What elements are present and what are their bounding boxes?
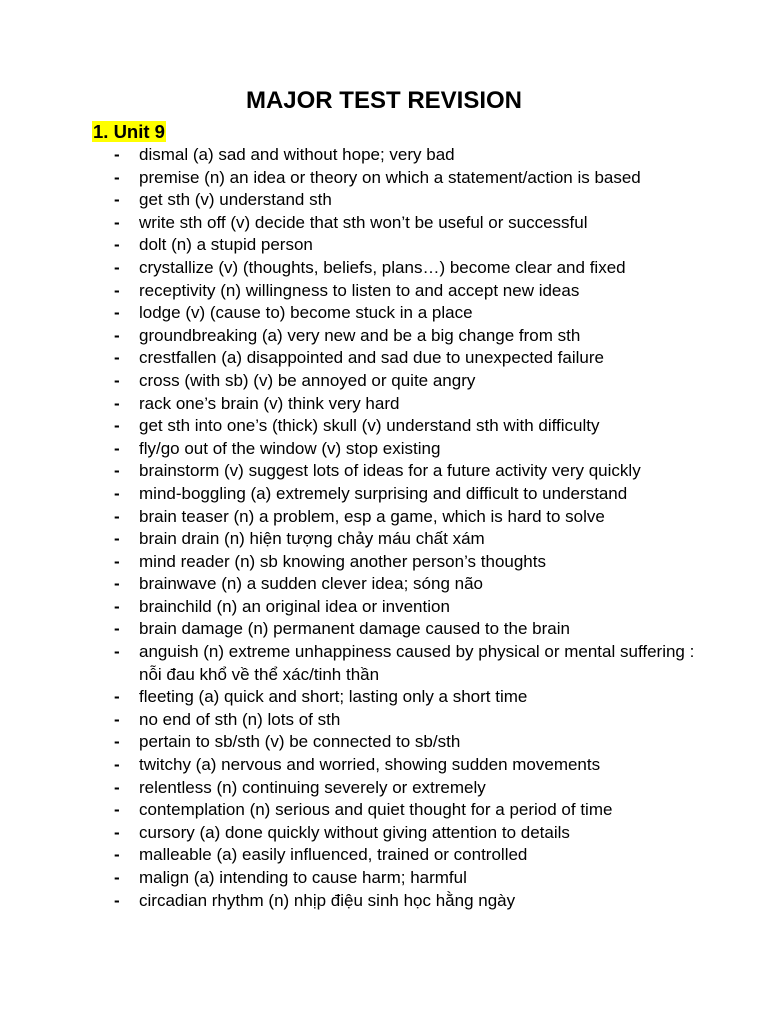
bullet-dash: - [114,348,120,368]
vocab-item-text: fleeting (a) quick and short; lasting only a short time [139,687,528,707]
bullet-dash: - [114,235,120,255]
vocab-item [0,234,768,257]
vocab-item-text: dismal (a) sad and without hope; very bad [139,145,455,164]
bullet-dash: - [114,370,120,390]
vocab-item [0,167,768,190]
bullet-dash: - [114,642,120,662]
vocab-item-text: circadian rhythm (n) nhịp điệu sinh học hằng ngày [139,890,516,910]
bullet-dash: - [114,257,120,277]
bullet-dash: - [114,890,120,910]
vocab-item [0,438,768,461]
vocab-item [0,483,768,506]
vocab-item [0,573,768,596]
bullet-dash: - [114,687,120,707]
vocab-item-text: brainwave (n) a sudden clever idea; sóng não [139,574,483,594]
vocab-item-text: mind-boggling (a) extremely surprising and difficult to understand [139,483,628,503]
vocab-item-text: crystallize (v) (thoughts, beliefs, plans…) become clear and fixed [139,257,626,277]
bullet-dash: - [114,596,120,616]
bullet-dash: - [114,483,120,503]
vocab-item-text: rack one’s brain (v) think very hard [139,393,400,413]
vocab-item-text: pertain to sb/sth (v) be connected to sb/sth [139,732,461,752]
bullet-dash: - [114,732,120,752]
bullet-dash: - [114,212,120,232]
vocab-item [0,777,768,800]
bullet-dash: - [114,709,120,729]
bullet-dash: - [114,619,120,639]
bullet-dash: - [114,800,120,820]
vocab-item [0,890,768,913]
vocab-item-text: no end of sth (n) lots of sth [139,709,341,729]
vocab-item [0,528,768,551]
bullet-dash: - [114,551,120,571]
vocab-item-text: write sth off (v) decide that sth won’t be useful or successful [139,212,588,232]
vocab-item [0,822,768,845]
vocab-item [0,754,768,777]
vocab-item [0,506,768,529]
bullet-dash: - [114,416,120,436]
vocab-item-text: crestfallen (a) disappointed and sad due to unexpected failure [139,348,604,368]
bullet-dash: - [114,325,120,345]
vocab-item [0,551,768,574]
vocabulary-list [0,144,768,912]
bullet-dash: - [114,167,120,187]
vocab-item-text: premise (n) an idea or theory on which a statement/action is based [139,167,641,187]
bullet-dash: - [114,506,120,526]
vocab-item-text: contemplation (n) serious and quiet thought for a period of time [139,800,613,820]
bullet-dash: - [114,145,120,164]
vocab-item [0,280,768,303]
bullet-dash: - [114,461,120,481]
vocab-item [0,257,768,280]
vocab-item [0,867,768,890]
vocab-item-text: malleable (a) easily influenced, trained or controlled [139,845,528,865]
vocab-item [0,415,768,438]
vocab-item [0,302,768,325]
vocab-item [0,641,768,686]
vocab-item [0,844,768,867]
section-heading-unit-9 [92,120,166,144]
document-title: MAJOR TEST REVISION [245,87,523,114]
vocab-item [0,325,768,348]
vocab-item [0,731,768,754]
vocab-item-text: cursory (a) done quickly without giving attention to details [139,822,570,842]
vocab-item-text: get sth (v) understand sth [139,190,332,210]
vocab-item-text: brain damage (n) permanent damage caused to the brain [139,619,570,639]
vocab-item-text: fly/go out of the window (v) stop existing [139,438,441,458]
vocab-item-text: receptivity (n) willingness to listen to and accept new ideas [139,280,580,300]
vocab-item-text: relentless (n) continuing severely or extremely [139,777,486,797]
vocab-item-text: get sth into one’s (thick) skull (v) understand sth with difficulty [139,416,600,436]
vocab-item-text: brainchild (n) an original idea or invention [139,596,450,616]
section-heading-highlight: 1. Unit 9 [93,121,165,142]
vocab-item-text: lodge (v) (cause to) become stuck in a place [139,303,473,323]
vocab-item-text: brainstorm (v) suggest lots of ideas for a future activity very quickly [139,461,641,481]
bullet-dash: - [114,529,120,549]
vocab-item-text: brain teaser (n) a problem, esp a game, which is hard to solve [139,506,605,526]
vocab-item [0,686,768,709]
vocab-item [0,596,768,619]
bullet-dash: - [114,303,120,323]
bullet-dash: - [114,574,120,594]
bullet-dash: - [114,777,120,797]
vocab-item-text: cross (with sb) (v) be annoyed or quite angry [139,370,476,390]
vocab-item-text: malign (a) intending to cause harm; harmful [139,868,467,887]
vocab-item-text: anguish (n) extreme unhappiness caused by physical or mental suffering : nỗi đau khổ về thể xác/tinh thần [139,642,695,684]
vocab-item [0,618,768,641]
vocab-item [0,370,768,393]
vocab-item [0,347,768,370]
vocab-item [0,709,768,732]
vocab-item [0,460,768,483]
vocab-item-text: brain drain (n) hiện tượng chảy máu chất xám [139,529,485,549]
vocab-item [0,393,768,416]
vocab-item [0,212,768,235]
bullet-dash: - [114,280,120,300]
bullet-dash: - [114,755,120,775]
bullet-dash: - [114,868,120,887]
vocab-item-text: twitchy (a) nervous and worried, showing sudden movements [139,755,601,775]
bullet-dash: - [114,438,120,458]
bullet-dash: - [114,845,120,865]
bullet-dash: - [114,393,120,413]
vocab-item [0,189,768,212]
vocab-item-text: groundbreaking (a) very new and be a big change from sth [139,325,581,345]
vocab-item-text: dolt (n) a stupid person [139,235,313,255]
bullet-dash: - [114,822,120,842]
vocab-item [0,144,768,167]
bullet-dash: - [114,190,120,210]
vocab-item [0,799,768,822]
vocab-item-text: mind reader (n) sb knowing another person’s thoughts [139,551,546,571]
